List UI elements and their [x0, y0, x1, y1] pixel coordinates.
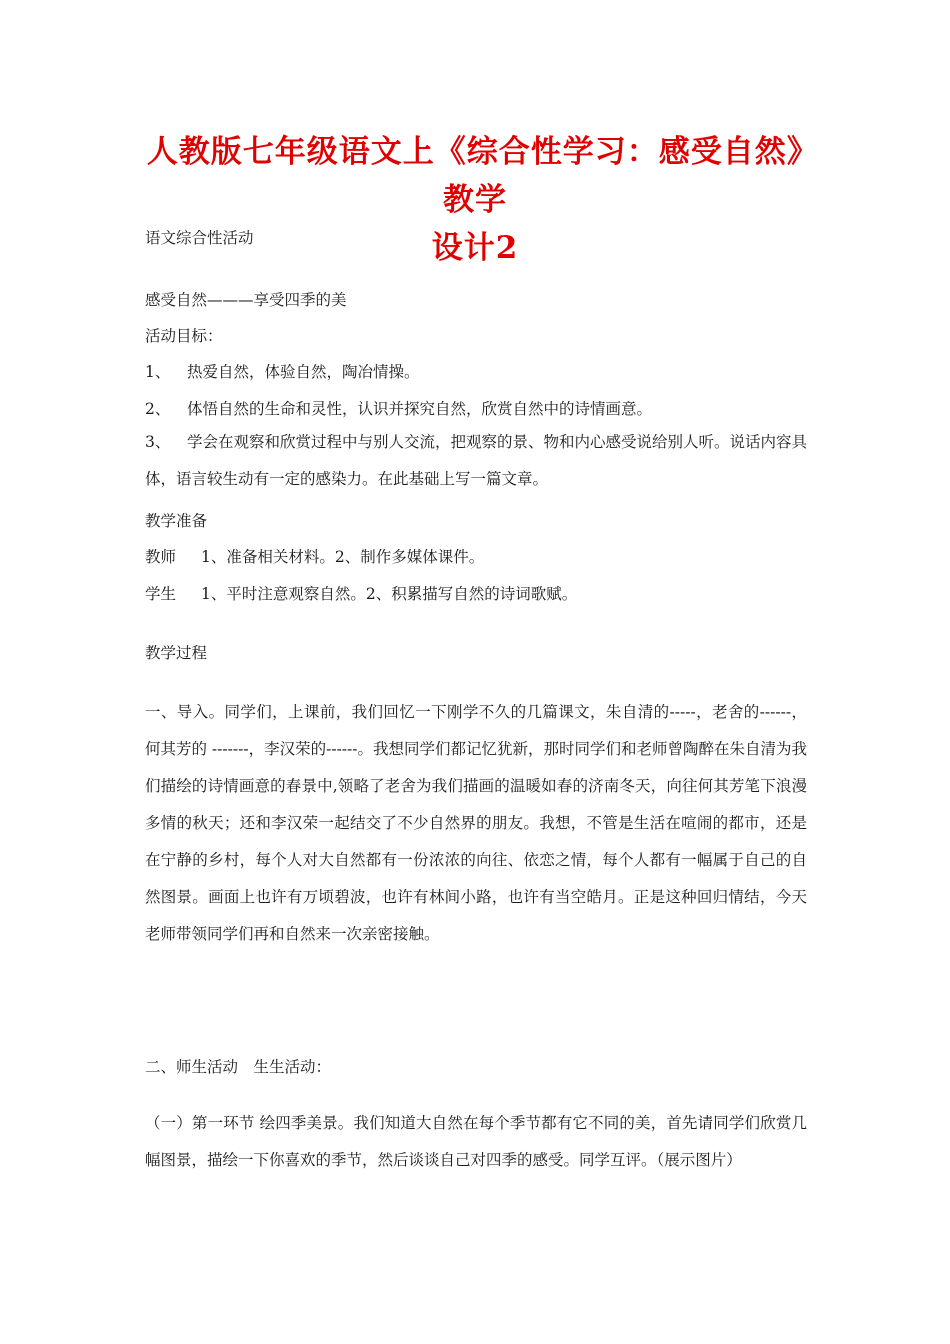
goal-number: 2、 — [145, 400, 171, 418]
goal-item — [145, 397, 652, 419]
section2-heading: 二、师生活动 生生活动： — [145, 1058, 332, 1076]
subtitle: 语文综合性活动 — [145, 229, 254, 247]
prep-heading: 教学准备 — [145, 512, 208, 530]
goal-number: 1、 — [145, 363, 171, 381]
goal-number: 3、 — [145, 433, 171, 451]
prep-item — [145, 582, 577, 604]
goal-text: 体悟自然的生命和灵性，认识并探究自然，欣赏自然中的诗情画意。 — [187, 400, 653, 418]
prep-text: 1、准备相关材料。2、制作多媒体课件。 — [201, 548, 485, 566]
document-title — [140, 128, 810, 272]
activity-theme: 感受自然———享受四季的美 — [145, 291, 347, 309]
goal-text: 学会在观察和欣赏过程中与别人交流，把观察的景、物和内心感受说给别人听。说话内容具体，语言较生动有一定的感染力。在此基础上写一篇文章。 — [145, 433, 808, 488]
title-line-1: 人教版七年级语文上《综合性学习：感受自然》教学 — [146, 134, 804, 218]
goal-text: 热爱自然，体验自然，陶冶情操。 — [187, 363, 420, 381]
goal-item — [145, 360, 420, 382]
process-heading: 教学过程 — [145, 644, 208, 662]
intro-paragraph: 一、导入。同学们，上课前，我们回忆一下刚学不久的几篇课文，朱自清的-----，老舍的------，何其芳的 -------，李汉荣的------。我想同学们都记忆犹新，那时同学们和老师曾陶醉在朱自清为我们描绘的诗情画意的春景中,领略了老舍为我们描画的温暖如春的济南冬天，向往何其芳笔下浪漫多情的秋天；还和李汉荣一起结交了不少自然界的朋友。我想，不管是生活在喧闹的都市，还是在宁静的乡村，每个人对大自然都有一份浓浓的向往、依恋之情，每个人都有一幅属于自己的自然图景。画面上也许有万顷碧波，也许有林间小路，也许有当空皓月。正是这种回归情结，今天老师带领同学们再和自然来一次亲密接触。 — [145, 703, 808, 943]
prep-role: 学生 — [145, 585, 177, 603]
prep-role: 教师 — [145, 548, 177, 566]
prep-text: 1、平时注意观察自然。2、积累描写自然的诗词歌赋。 — [201, 585, 578, 603]
step1-paragraph: （一）第一环节 绘四季美景。我们知道大自然在每个季节都有它不同的美，首先请同学们欣赏几幅图景，描绘一下你喜欢的季节，然后谈谈自己对四季的感受。同学互评。（展示图片） — [145, 1114, 807, 1169]
prep-item — [145, 545, 484, 567]
title-line-2: 设计2 — [431, 230, 519, 266]
goal-item — [145, 424, 807, 498]
goals-heading: 活动目标： — [145, 327, 223, 345]
